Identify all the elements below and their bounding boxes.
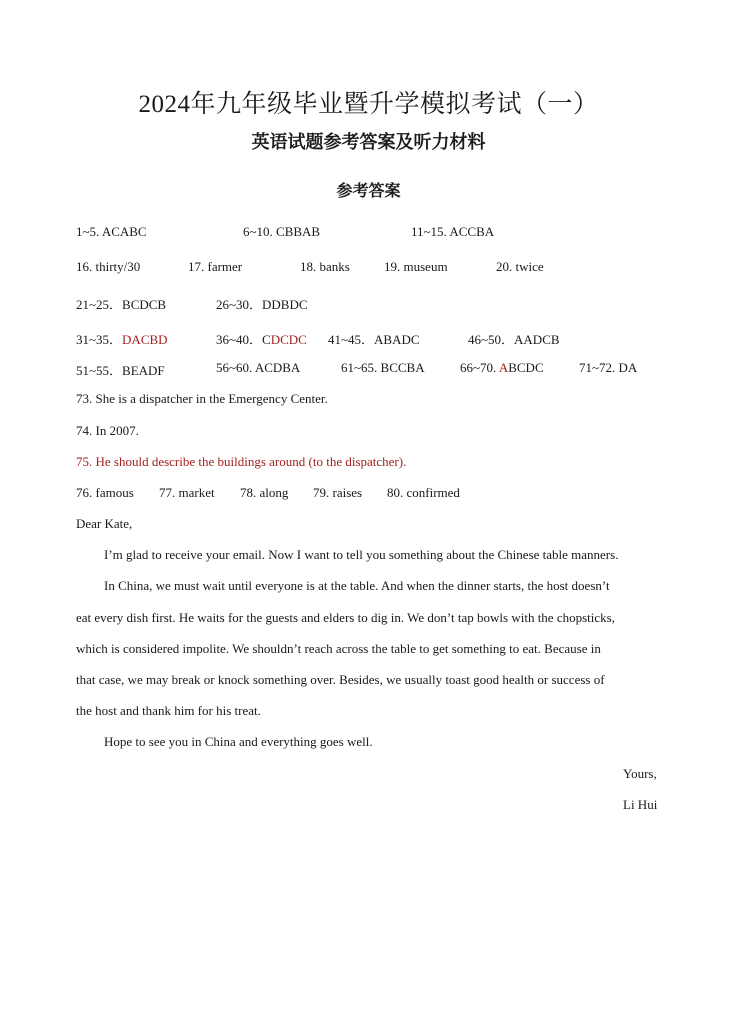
answer-31-35 xyxy=(76,329,168,348)
letter-signature: Li Hui xyxy=(623,797,658,812)
answer-1-5: 1~5. ACABC xyxy=(76,224,147,239)
answer-36-40-red: DCDC xyxy=(270,332,307,347)
letter-paragraph-1: I’m glad to receive your email. Now I want to tell you something about the Chinese table manners. xyxy=(104,547,619,562)
letter-paragraph-2-line-1: In China, we must wait until everyone is at the table. And when the dinner starts, the host doesn’t xyxy=(104,578,610,593)
letter-greeting: Dear Kate, xyxy=(76,516,133,531)
letter-paragraph-3: Hope to see you in China and everything goes well. xyxy=(104,734,373,749)
answer-71-72: 71~72. DA xyxy=(579,360,638,375)
answer-74: 74. In 2007. xyxy=(76,423,139,438)
answer-66-70 xyxy=(460,360,544,376)
answer-51-55: 51~55．BEADF xyxy=(76,363,165,378)
answer-79: 79. raises xyxy=(313,485,363,500)
answer-66-70-label: 66~70. xyxy=(460,360,499,375)
answer-46-50: 46~50．AADCB xyxy=(468,332,560,347)
answer-19: 19. museum xyxy=(384,259,448,274)
answer-6-10: 6~10. CBBAB xyxy=(243,224,321,239)
letter-paragraph-2-line-4: that case, we may break or knock something over. Besides, we usually toast good health or success of xyxy=(76,672,605,687)
answer-78: 78. along xyxy=(240,485,289,500)
answer-17: 17. farmer xyxy=(188,259,243,274)
page-subtitle: 英语试题参考答案及听力材料 xyxy=(251,132,486,153)
answer-36-40 xyxy=(216,329,307,348)
answer-61-65: 61~65. BCCBA xyxy=(341,360,425,375)
answer-21-25: 21~25．BCDCB xyxy=(76,297,167,312)
answer-56-60: 56~60. ACDBA xyxy=(216,360,301,375)
letter-paragraph-2-line-2: eat every dish first. He waits for the guests and elders to dig in. We don’t tap bowls with the chopsticks, xyxy=(76,610,615,625)
answer-66-70-rest: BCDC xyxy=(508,360,544,375)
section-heading: 参考答案 xyxy=(336,181,401,200)
answer-41-45: 41~45．ABADC xyxy=(328,332,420,347)
letter-paragraph-2-line-5: the host and thank him for his treat. xyxy=(76,703,261,718)
page-title: 2024年九年级毕业暨升学模拟考试（一） xyxy=(138,91,599,118)
answer-75: 75. He should describe the buildings around (to the dispatcher). xyxy=(76,454,407,469)
letter-paragraph-2-line-3: which is considered impolite. We shouldn’t reach across the table to get something to eat. Because in xyxy=(76,641,601,656)
answer-80: 80. confirmed xyxy=(387,485,460,500)
answer-31-35-label: 31~35． xyxy=(76,332,123,347)
answer-18: 18. banks xyxy=(300,259,350,274)
answer-16: 16. thirty/30 xyxy=(76,259,141,274)
answer-36-40-label: 36~40．C xyxy=(216,332,271,347)
answer-77: 77. market xyxy=(159,485,215,500)
answer-76: 76. famous xyxy=(76,485,134,500)
answer-31-35-red: DACBD xyxy=(122,332,168,347)
answer-26-30: 26~30．DDBDC xyxy=(216,297,308,312)
answer-20: 20. twice xyxy=(496,259,544,274)
answer-66-70-red: A xyxy=(498,360,509,375)
answer-73: 73. She is a dispatcher in the Emergency Center. xyxy=(76,391,328,406)
answer-11-15: 11~15. ACCBA xyxy=(411,224,495,239)
letter-closing: Yours, xyxy=(623,766,657,781)
